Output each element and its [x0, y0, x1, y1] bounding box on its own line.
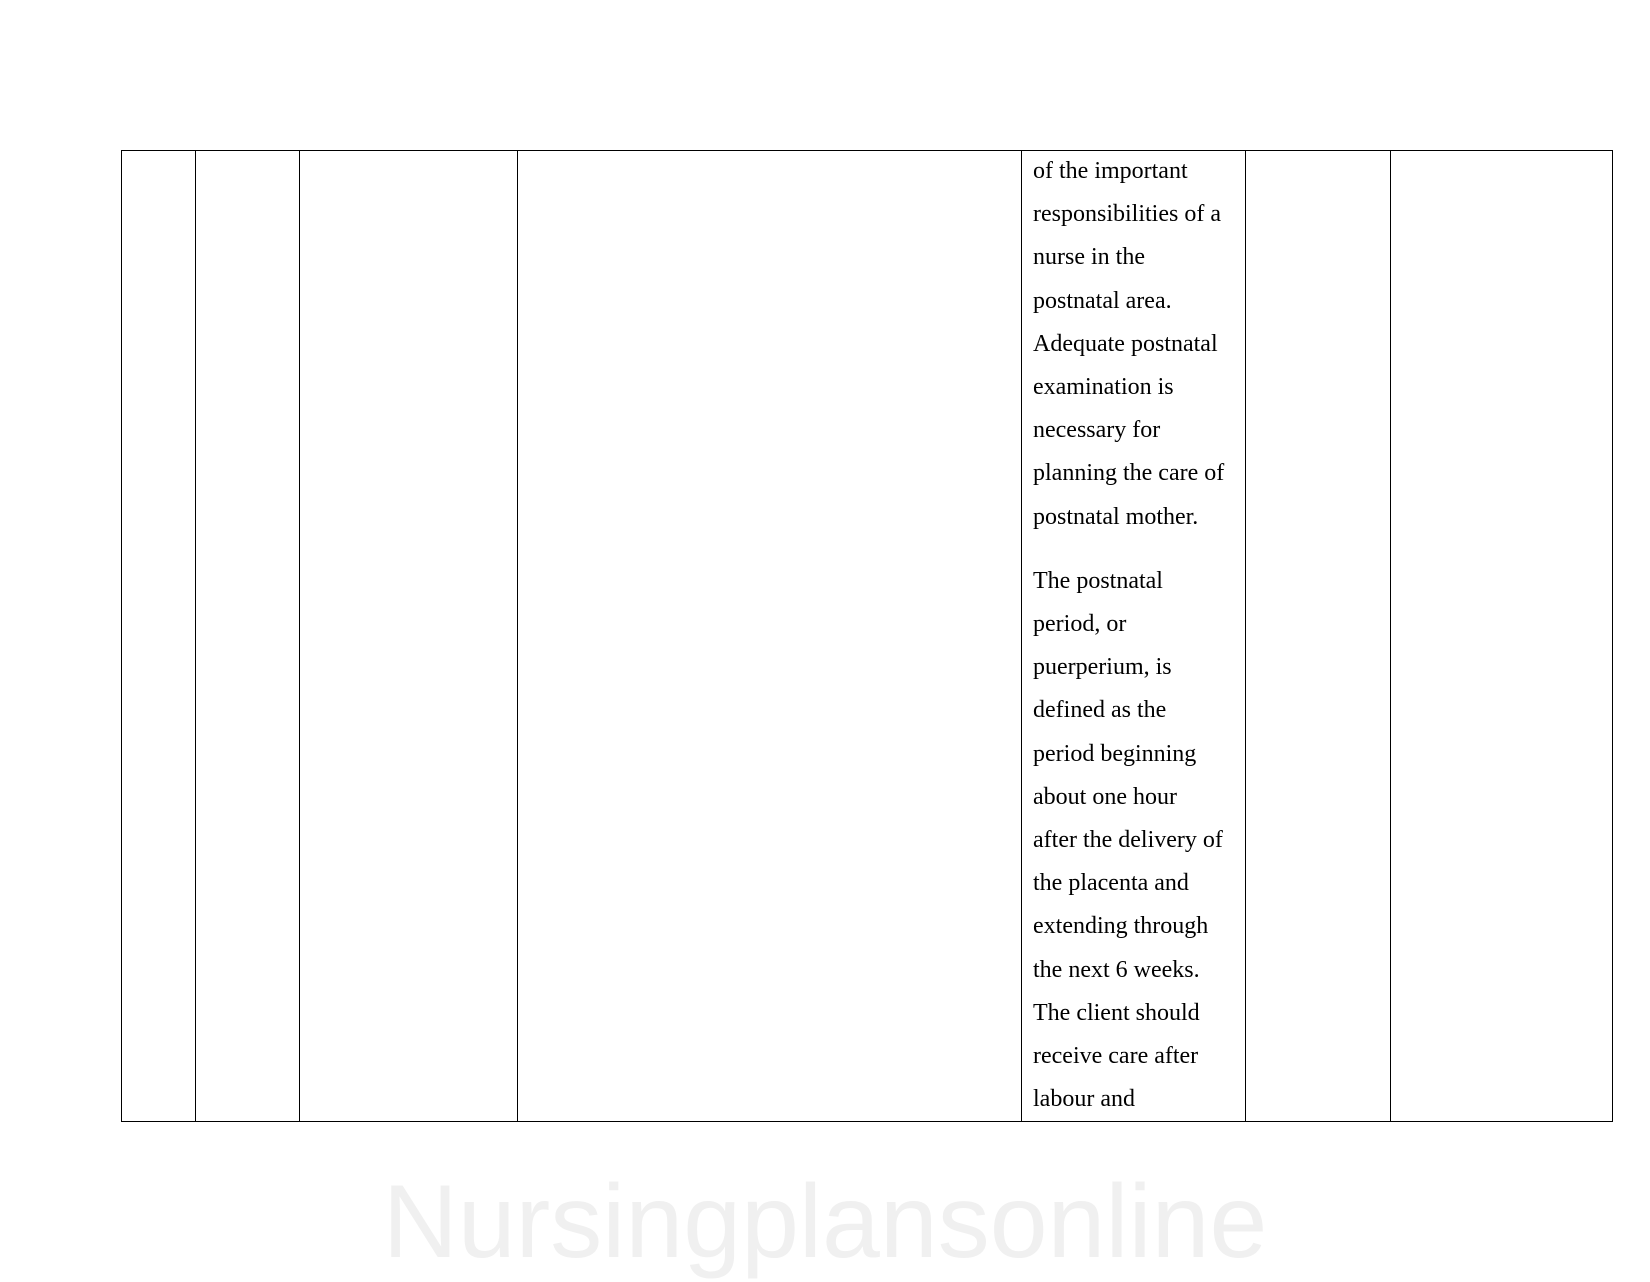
text-line: puerperium, is — [1033, 654, 1172, 681]
text-line: Adequate postnatal — [1033, 330, 1218, 357]
text-line: planning the care of — [1033, 460, 1225, 487]
nursing-care-plan-table — [121, 150, 1613, 1122]
table-cell-3 — [300, 151, 518, 1122]
text-line: of the important — [1033, 158, 1188, 184]
text-line: nurse in the — [1033, 244, 1145, 271]
rationale-paragraph-1 — [1033, 150, 1239, 539]
table-cell-4 — [518, 151, 1022, 1122]
table-row — [122, 151, 1613, 1122]
text-line: receive care after — [1033, 1043, 1199, 1070]
table-cell-7 — [1391, 151, 1613, 1122]
rationale-paragraph-2 — [1033, 560, 1239, 1122]
text-line: defined as the — [1033, 697, 1167, 724]
watermark: Nursingplansonline — [382, 1164, 1268, 1280]
text-line: responsibilities of a — [1033, 201, 1221, 228]
text-line: period, or — [1033, 611, 1127, 638]
text-line: necessary for — [1033, 417, 1161, 444]
text-line: postnatal area. — [1033, 287, 1172, 314]
text-line: extending through — [1033, 913, 1209, 940]
rationale-cell — [1022, 151, 1246, 1122]
table-cell-6 — [1246, 151, 1391, 1122]
text-line: The client should — [1033, 999, 1200, 1026]
table-cell-2 — [196, 151, 300, 1122]
text-line: The postnatal — [1033, 567, 1163, 594]
text-line: the placenta and — [1033, 870, 1189, 897]
rationale-text — [1022, 150, 1245, 1121]
text-line: labour and — [1033, 1086, 1135, 1113]
text-line: postnatal mother. — [1033, 503, 1199, 530]
table-cell-1 — [122, 151, 196, 1122]
text-line: after the delivery of — [1033, 827, 1223, 854]
text-line: examination is — [1033, 374, 1174, 401]
text-line: the next 6 weeks. — [1033, 956, 1200, 983]
text-line: about one hour — [1033, 783, 1177, 810]
text-line: period beginning — [1033, 740, 1197, 767]
